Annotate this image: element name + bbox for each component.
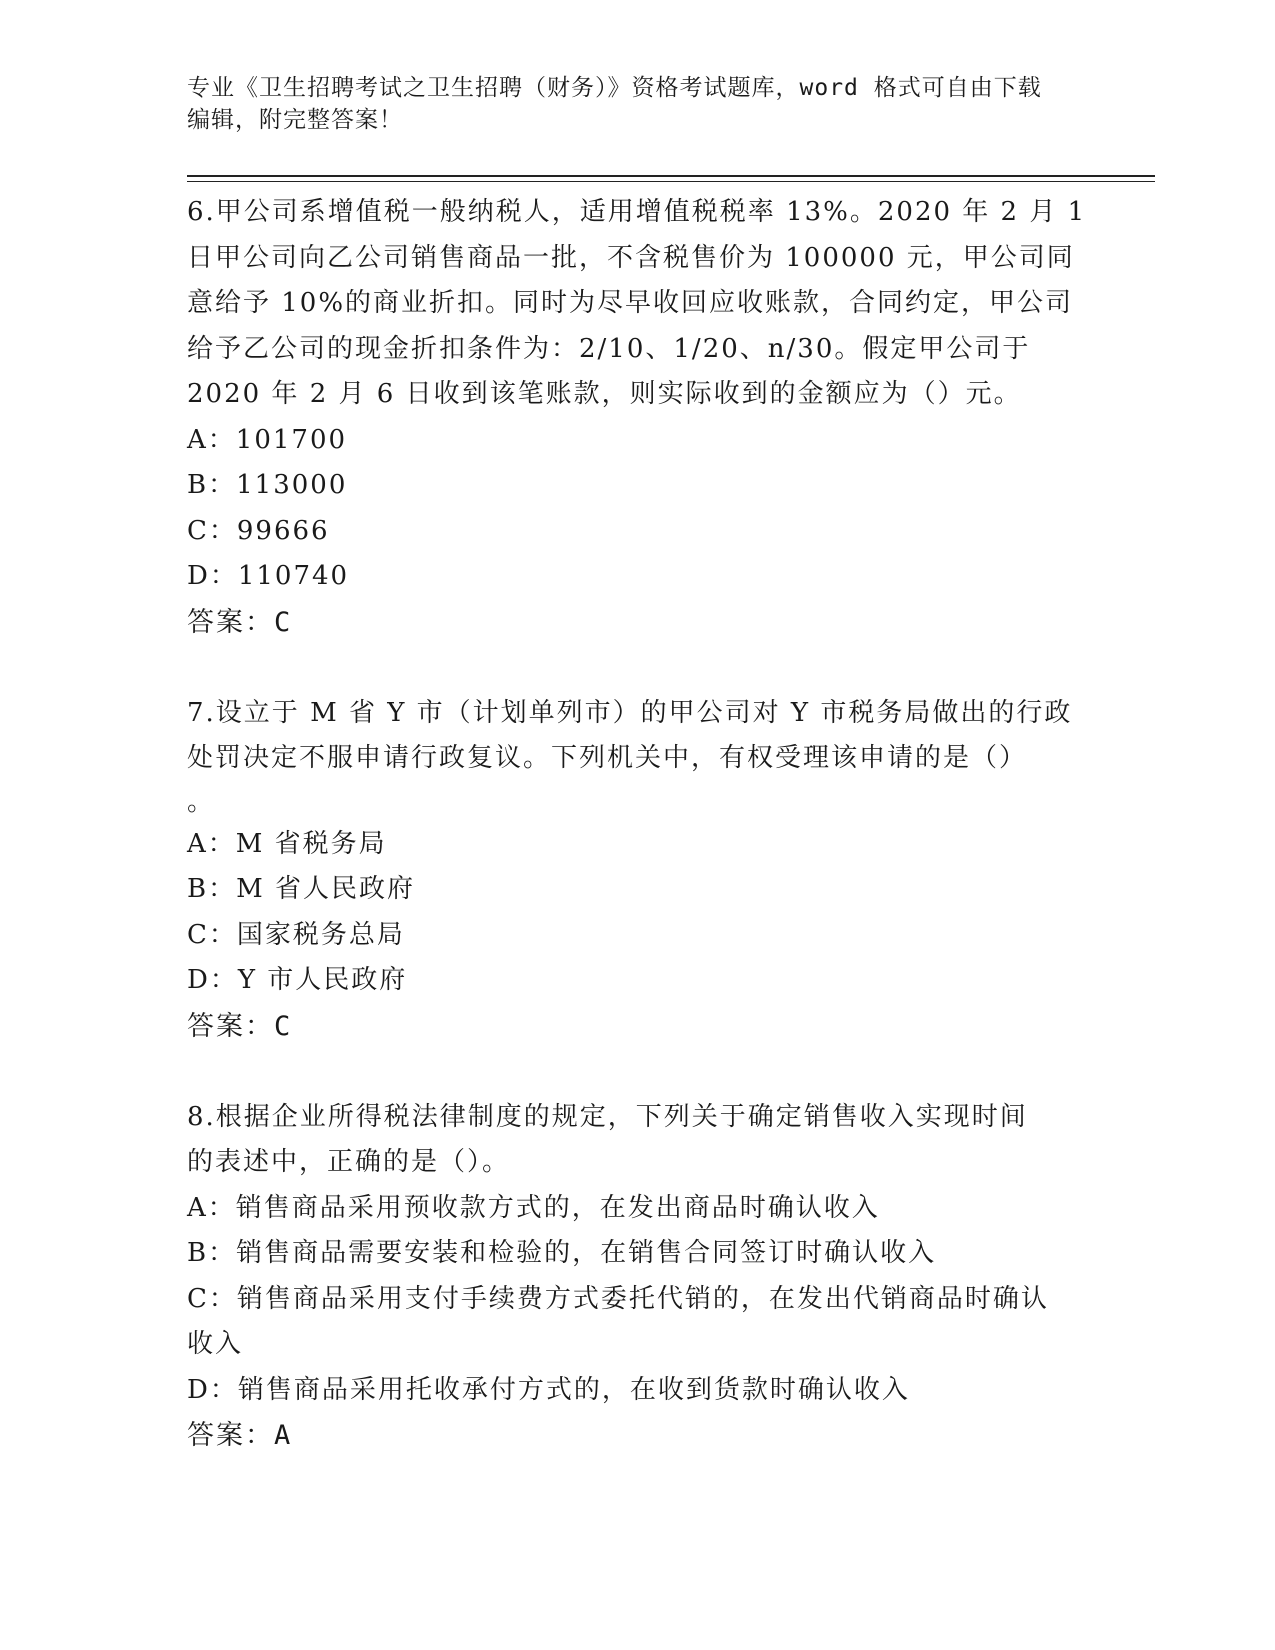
option-c: C：销售商品采用支付手续费方式委托代销的，在发出代销商品时确认 bbox=[187, 1283, 1049, 1314]
question-stem-line: 日甲公司向乙公司销售商品一批，不含税售价为 100000 元，甲公司同 bbox=[187, 242, 1075, 273]
question-spacer bbox=[187, 1049, 1087, 1095]
answer-label: 答案：C bbox=[187, 1010, 293, 1042]
question-spacer bbox=[187, 645, 1087, 691]
option-a: A：M 省税务局 bbox=[187, 828, 387, 859]
option-d: D：Y 市人民政府 bbox=[187, 965, 408, 995]
question-7 bbox=[187, 691, 1087, 1050]
question-stem-line: 处罚决定不服申请行政复议。下列机关中，有权受理该申请的是（） bbox=[187, 743, 1028, 773]
header-title-line-1: 专业《卫生招聘考试之卫生招聘（财务）》资格考试题库，word 格式可自由下载 bbox=[187, 75, 1042, 101]
question-stem-line: 8.根据企业所得税法律制度的规定，下列关于确定销售收入实现时间 bbox=[187, 1101, 1028, 1132]
option-c-continued: 收入 bbox=[187, 1329, 244, 1359]
question-stem-line: 2020 年 2 月 6 日收到该笔账款，则实际收到的金额应为（）元。 bbox=[187, 379, 1022, 409]
question-stem-line: 给予乙公司的现金折扣条件为：2/10、1/20、n/30。假定甲公司于 bbox=[187, 333, 1031, 364]
option-d: D：110740 bbox=[187, 561, 350, 591]
option-d: D：销售商品采用托收承付方式的，在收到货款时确认收入 bbox=[187, 1374, 910, 1405]
option-b: B：M 省人民政府 bbox=[187, 874, 415, 904]
option-a: A：销售商品采用预收款方式的，在发出商品时确认收入 bbox=[187, 1192, 880, 1223]
option-a: A：101700 bbox=[187, 424, 348, 455]
question-8 bbox=[187, 1095, 1087, 1459]
question-stem-line: 。 bbox=[187, 786, 216, 817]
question-list bbox=[187, 190, 1087, 1459]
question-stem-line: 意给予 10%的商业折扣。同时为尽早收回应收账款，合同约定，甲公司 bbox=[187, 288, 1074, 318]
header-title-line-2: 编辑，附完整答案！ bbox=[187, 107, 403, 133]
option-b: B：销售商品需要安装和检验的，在销售合同签订时确认收入 bbox=[187, 1238, 937, 1268]
header-divider-thin bbox=[187, 181, 1155, 182]
answer-label: 答案：A bbox=[187, 1420, 293, 1451]
question-stem-line: 6.甲公司系增值税一般纳税人，适用增值税税率 13%。2020 年 2 月 1 bbox=[187, 197, 1087, 227]
question-6 bbox=[187, 190, 1087, 645]
option-c: C：国家税务总局 bbox=[187, 919, 405, 950]
document-header bbox=[187, 72, 1087, 136]
question-stem-line: 7.设立于 M 省 Y 市（计划单列市）的甲公司对 Y 市税务局做出的行政 bbox=[187, 697, 1073, 728]
option-b: B：113000 bbox=[187, 470, 348, 500]
header-divider-thick bbox=[187, 175, 1155, 177]
option-c: C：99666 bbox=[187, 515, 330, 546]
answer-label: 答案：C bbox=[187, 606, 293, 638]
question-stem-line: 的表述中，正确的是（）。 bbox=[187, 1147, 511, 1177]
